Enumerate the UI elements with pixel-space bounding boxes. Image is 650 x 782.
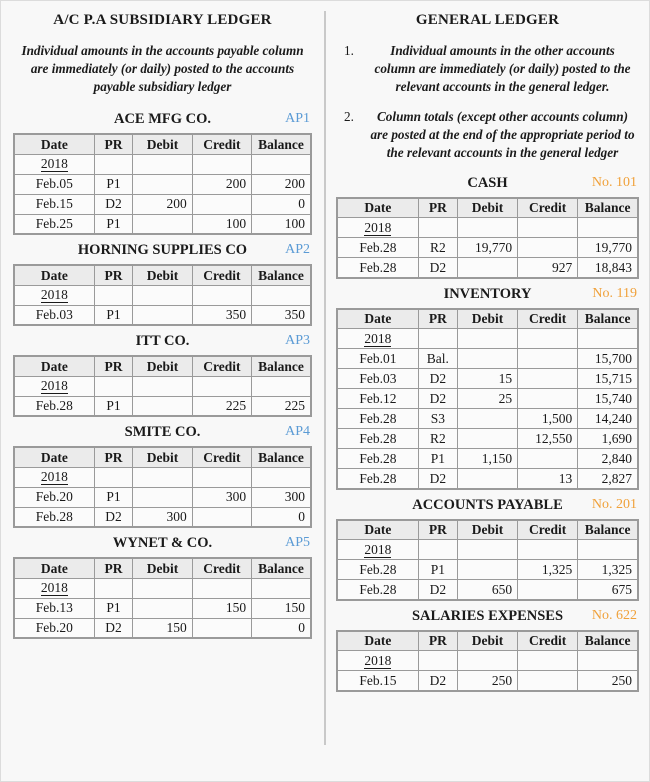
column-header-date: Date (14, 134, 94, 154)
ledger-account-block (13, 242, 312, 326)
account-name: SMITE CO. (124, 424, 201, 441)
table-row (14, 214, 311, 234)
subsidiary-ledger-column (1, 1, 324, 781)
column-header-pr: PR (94, 356, 133, 376)
cell-credit (518, 449, 578, 469)
column-header-debit: Debit (133, 447, 192, 467)
empty-cell (418, 218, 457, 238)
column-header-date: Date (14, 447, 94, 467)
table-header-row (14, 356, 311, 376)
table-header-row (337, 198, 638, 218)
year-label: 2018 (14, 467, 94, 487)
cell-date: Feb.03 (337, 369, 418, 389)
table-row (14, 507, 311, 527)
column-header-debit: Debit (133, 356, 192, 376)
ledger-table (13, 133, 312, 235)
account-name: ITT CO. (135, 333, 190, 350)
cell-balance: 0 (252, 507, 311, 527)
cell-pr: P1 (418, 560, 457, 580)
empty-cell (418, 540, 457, 560)
cell-pr: P1 (94, 214, 133, 234)
ledger-table (13, 557, 312, 639)
cell-credit (192, 618, 251, 638)
subsidiary-ledger-title: A/C P.A SUBSIDIARY LEDGER (53, 12, 272, 28)
cell-date: Feb.20 (14, 618, 94, 638)
empty-cell (94, 467, 133, 487)
year-label: 2018 (337, 329, 418, 349)
cell-pr: D2 (418, 671, 457, 691)
account-header (336, 608, 639, 627)
table-row (337, 560, 638, 580)
ledger-table (336, 519, 639, 601)
empty-cell (578, 329, 638, 349)
subsidiary-ledger-intro: Individual amounts in the accounts payable column are immediately (or daily) posted to the accounts payable subsidiary ledger (21, 43, 304, 94)
table-row (337, 409, 638, 429)
cell-pr: P1 (94, 174, 133, 194)
cell-balance: 15,700 (578, 349, 638, 369)
ledger-table (336, 308, 639, 490)
cell-credit (518, 369, 578, 389)
account-code: No. 201 (591, 496, 637, 512)
year-label: 2018 (337, 651, 418, 671)
empty-cell (457, 540, 517, 560)
year-row (14, 154, 311, 174)
empty-cell (94, 154, 133, 174)
empty-cell (192, 285, 251, 305)
cell-credit: 100 (192, 214, 251, 234)
cell-date: Feb.15 (337, 671, 418, 691)
cell-debit (133, 174, 192, 194)
empty-cell (578, 651, 638, 671)
cell-debit (133, 214, 192, 234)
account-header (336, 497, 639, 516)
cell-credit: 1,325 (518, 560, 578, 580)
account-name: SALARIES EXPENSES (411, 607, 564, 624)
ledger-table (13, 446, 312, 528)
column-header-balance: Balance (252, 134, 311, 154)
table-row (337, 449, 638, 469)
table-row (14, 174, 311, 194)
general-accounts-list (336, 175, 639, 692)
column-header-balance: Balance (578, 520, 638, 540)
column-header-credit: Credit (192, 265, 251, 285)
empty-cell (133, 578, 192, 598)
general-ledger-column (326, 1, 649, 781)
column-header-debit: Debit (133, 265, 192, 285)
ledger-page (1, 1, 649, 781)
cell-date: Feb.28 (337, 409, 418, 429)
account-code: No. 622 (591, 607, 637, 623)
year-row (14, 578, 311, 598)
column-header-balance: Balance (252, 447, 311, 467)
account-name: INVENTORY (443, 285, 532, 302)
empty-cell (192, 154, 251, 174)
account-name: WYNET & CO. (112, 535, 213, 552)
cell-balance: 675 (578, 580, 638, 600)
ledger-table (13, 264, 312, 326)
table-header-row (337, 631, 638, 651)
cell-date: Feb.13 (14, 598, 94, 618)
table-row (14, 396, 311, 416)
general-ledger-title: GENERAL LEDGER (415, 12, 560, 28)
cell-pr: D2 (418, 258, 457, 278)
cell-debit (457, 469, 517, 489)
empty-cell (252, 578, 311, 598)
table-row (337, 389, 638, 409)
column-header-pr: PR (94, 265, 133, 285)
cell-debit (133, 598, 192, 618)
cell-credit: 300 (192, 487, 251, 507)
cell-debit (457, 349, 517, 369)
empty-cell (252, 285, 311, 305)
ledger-account-block (13, 333, 312, 417)
cell-balance: 14,240 (578, 409, 638, 429)
cell-credit (518, 349, 578, 369)
table-row (337, 258, 638, 278)
column-header-pr: PR (94, 134, 133, 154)
cell-date: Feb.28 (14, 396, 94, 416)
table-header-row (337, 520, 638, 540)
account-code: AP2 (285, 242, 310, 258)
column-header-credit: Credit (518, 631, 578, 651)
cell-date: Feb.28 (337, 560, 418, 580)
cell-balance: 0 (252, 194, 311, 214)
cell-credit: 225 (192, 396, 251, 416)
empty-cell (518, 329, 578, 349)
account-name: HORNING SUPPLIES CO (77, 242, 248, 259)
general-ledger-note (336, 42, 639, 95)
cell-credit: 927 (518, 258, 578, 278)
cell-pr: P1 (418, 449, 457, 469)
empty-cell (518, 540, 578, 560)
account-name: ACCOUNTS PAYABLE (412, 496, 563, 513)
table-header-row (14, 558, 311, 578)
cell-balance: 1,690 (578, 429, 638, 449)
column-header-pr: PR (94, 558, 133, 578)
column-header-balance: Balance (578, 198, 638, 218)
cell-pr: S3 (418, 409, 457, 429)
cell-debit: 300 (133, 507, 192, 527)
empty-cell (133, 467, 192, 487)
cell-pr: R2 (418, 429, 457, 449)
column-header-date: Date (14, 356, 94, 376)
account-code: AP3 (285, 333, 310, 349)
account-header (336, 175, 639, 194)
column-header-credit: Credit (518, 198, 578, 218)
account-header (13, 111, 312, 130)
note-text: Individual amounts in the other accounts column are immediately (or daily) posted to the relevant accounts in the general ledger. (374, 43, 631, 94)
cell-credit: 200 (192, 174, 251, 194)
table-row (14, 194, 311, 214)
cell-debit: 150 (133, 618, 192, 638)
column-header-date: Date (337, 198, 418, 218)
year-label: 2018 (14, 285, 94, 305)
ledger-account-block (13, 111, 312, 235)
ledger-account-block (336, 608, 639, 692)
year-row (337, 540, 638, 560)
empty-cell (133, 376, 192, 396)
ledger-table (13, 355, 312, 417)
cell-credit: 1,500 (518, 409, 578, 429)
cell-date: Feb.12 (337, 389, 418, 409)
empty-cell (192, 467, 251, 487)
cell-credit (192, 194, 251, 214)
cell-pr: P1 (94, 396, 133, 416)
cell-date: Feb.28 (337, 258, 418, 278)
empty-cell (457, 651, 517, 671)
account-code: No. 101 (591, 174, 637, 190)
cell-pr: D2 (94, 618, 133, 638)
cell-balance: 2,840 (578, 449, 638, 469)
cell-date: Feb.20 (14, 487, 94, 507)
column-header-balance: Balance (578, 309, 638, 329)
empty-cell (578, 540, 638, 560)
year-label: 2018 (337, 218, 418, 238)
year-row (14, 467, 311, 487)
cell-debit: 200 (133, 194, 192, 214)
table-row (337, 671, 638, 691)
column-header-date: Date (337, 631, 418, 651)
column-header-pr: PR (94, 447, 133, 467)
empty-cell (578, 218, 638, 238)
cell-balance: 200 (252, 174, 311, 194)
general-ledger-note (336, 108, 639, 161)
cell-debit: 250 (457, 671, 517, 691)
column-header-date: Date (337, 309, 418, 329)
cell-balance: 300 (252, 487, 311, 507)
empty-cell (252, 376, 311, 396)
cell-debit (457, 560, 517, 580)
year-label: 2018 (14, 154, 94, 174)
cell-debit: 1,150 (457, 449, 517, 469)
cell-date: Feb.28 (337, 449, 418, 469)
table-row (337, 429, 638, 449)
column-header-date: Date (14, 265, 94, 285)
cell-pr: D2 (94, 194, 133, 214)
cell-debit: 25 (457, 389, 517, 409)
column-header-pr: PR (418, 520, 457, 540)
cell-pr: P1 (94, 598, 133, 618)
empty-cell (94, 285, 133, 305)
cell-date: Feb.25 (14, 214, 94, 234)
subsidiary-accounts-list (13, 111, 312, 639)
account-code: AP1 (285, 111, 310, 127)
empty-cell (94, 376, 133, 396)
ledger-table (336, 197, 639, 279)
table-row (337, 369, 638, 389)
year-row (337, 218, 638, 238)
year-row (14, 285, 311, 305)
cell-credit (518, 671, 578, 691)
cell-debit: 650 (457, 580, 517, 600)
empty-cell (252, 467, 311, 487)
year-row (337, 329, 638, 349)
cell-pr: D2 (94, 507, 133, 527)
table-row (337, 349, 638, 369)
cell-credit: 12,550 (518, 429, 578, 449)
year-label: 2018 (14, 578, 94, 598)
cell-credit (192, 507, 251, 527)
column-header-balance: Balance (252, 558, 311, 578)
cell-date: Feb.01 (337, 349, 418, 369)
table-header-row (337, 309, 638, 329)
cell-date: Feb.28 (337, 580, 418, 600)
cell-balance: 0 (252, 618, 311, 638)
year-label: 2018 (14, 376, 94, 396)
column-header-debit: Debit (133, 558, 192, 578)
note-number: 1. (344, 43, 354, 58)
cell-pr: D2 (418, 369, 457, 389)
cell-balance: 15,715 (578, 369, 638, 389)
year-row (14, 376, 311, 396)
column-header-credit: Credit (192, 134, 251, 154)
table-header-row (14, 447, 311, 467)
cell-balance: 1,325 (578, 560, 638, 580)
column-header-debit: Debit (133, 134, 192, 154)
empty-cell (133, 154, 192, 174)
cell-pr: P1 (94, 487, 133, 507)
column-header-credit: Credit (192, 447, 251, 467)
table-row (337, 469, 638, 489)
cell-pr: Bal. (418, 349, 457, 369)
column-header-debit: Debit (457, 631, 517, 651)
ledger-account-block (336, 286, 639, 490)
empty-cell (94, 578, 133, 598)
cell-balance: 2,827 (578, 469, 638, 489)
table-row (14, 618, 311, 638)
account-name: CASH (467, 174, 508, 191)
column-header-credit: Credit (192, 356, 251, 376)
cell-date: Feb.03 (14, 305, 94, 325)
ledger-account-block (13, 424, 312, 528)
year-row (337, 651, 638, 671)
table-header-row (14, 134, 311, 154)
column-header-balance: Balance (578, 631, 638, 651)
cell-debit (133, 305, 192, 325)
column-header-debit: Debit (457, 309, 517, 329)
empty-cell (418, 329, 457, 349)
account-code: No. 119 (592, 285, 637, 301)
cell-date: Feb.15 (14, 194, 94, 214)
column-header-date: Date (337, 520, 418, 540)
empty-cell (133, 285, 192, 305)
table-row (14, 487, 311, 507)
year-label: 2018 (337, 540, 418, 560)
empty-cell (518, 651, 578, 671)
cell-debit: 15 (457, 369, 517, 389)
table-row (337, 580, 638, 600)
empty-cell (518, 218, 578, 238)
account-header (13, 424, 312, 443)
column-header-debit: Debit (457, 520, 517, 540)
account-code: AP4 (285, 424, 310, 440)
empty-cell (457, 329, 517, 349)
cell-balance: 250 (578, 671, 638, 691)
empty-cell (418, 651, 457, 671)
ledger-account-block (13, 535, 312, 639)
column-header-credit: Credit (518, 520, 578, 540)
column-header-date: Date (14, 558, 94, 578)
cell-balance: 15,740 (578, 389, 638, 409)
cell-balance: 225 (252, 396, 311, 416)
account-header (13, 242, 312, 261)
column-header-pr: PR (418, 309, 457, 329)
cell-credit (518, 580, 578, 600)
account-header (336, 286, 639, 305)
cell-balance: 19,770 (578, 238, 638, 258)
table-row (14, 305, 311, 325)
column-header-balance: Balance (252, 265, 311, 285)
cell-date: Feb.28 (337, 469, 418, 489)
empty-cell (192, 578, 251, 598)
empty-cell (252, 154, 311, 174)
column-header-credit: Credit (192, 558, 251, 578)
column-header-pr: PR (418, 198, 457, 218)
account-code: AP5 (285, 535, 310, 551)
account-name: ACE MFG CO. (113, 111, 212, 128)
ledger-table (336, 630, 639, 692)
cell-pr: P1 (94, 305, 133, 325)
cell-credit (518, 389, 578, 409)
cell-pr: D2 (418, 469, 457, 489)
cell-credit (518, 238, 578, 258)
table-header-row (14, 265, 311, 285)
cell-debit (133, 487, 192, 507)
column-header-debit: Debit (457, 198, 517, 218)
cell-credit: 350 (192, 305, 251, 325)
general-ledger-notes (336, 42, 639, 162)
cell-date: Feb.28 (337, 429, 418, 449)
empty-cell (192, 376, 251, 396)
cell-credit: 150 (192, 598, 251, 618)
column-header-pr: PR (418, 631, 457, 651)
cell-pr: D2 (418, 580, 457, 600)
table-row (14, 598, 311, 618)
empty-cell (457, 218, 517, 238)
account-header (13, 333, 312, 352)
cell-credit: 13 (518, 469, 578, 489)
cell-debit (457, 429, 517, 449)
cell-debit (457, 258, 517, 278)
cell-pr: R2 (418, 238, 457, 258)
note-text: Column totals (except other accounts column) are posted at the end of the appropriate period to the relevant accounts in the general ledger (370, 109, 635, 161)
cell-date: Feb.28 (337, 238, 418, 258)
table-row (337, 238, 638, 258)
note-number: 2. (344, 109, 354, 125)
cell-debit (133, 396, 192, 416)
cell-date: Feb.28 (14, 507, 94, 527)
cell-balance: 150 (252, 598, 311, 618)
cell-debit: 19,770 (457, 238, 517, 258)
ledger-account-block (336, 175, 639, 279)
column-header-balance: Balance (252, 356, 311, 376)
cell-date: Feb.05 (14, 174, 94, 194)
cell-pr: D2 (418, 389, 457, 409)
cell-debit (457, 409, 517, 429)
ledger-account-block (336, 497, 639, 601)
column-header-credit: Credit (518, 309, 578, 329)
account-header (13, 535, 312, 554)
cell-balance: 100 (252, 214, 311, 234)
cell-balance: 350 (252, 305, 311, 325)
cell-balance: 18,843 (578, 258, 638, 278)
